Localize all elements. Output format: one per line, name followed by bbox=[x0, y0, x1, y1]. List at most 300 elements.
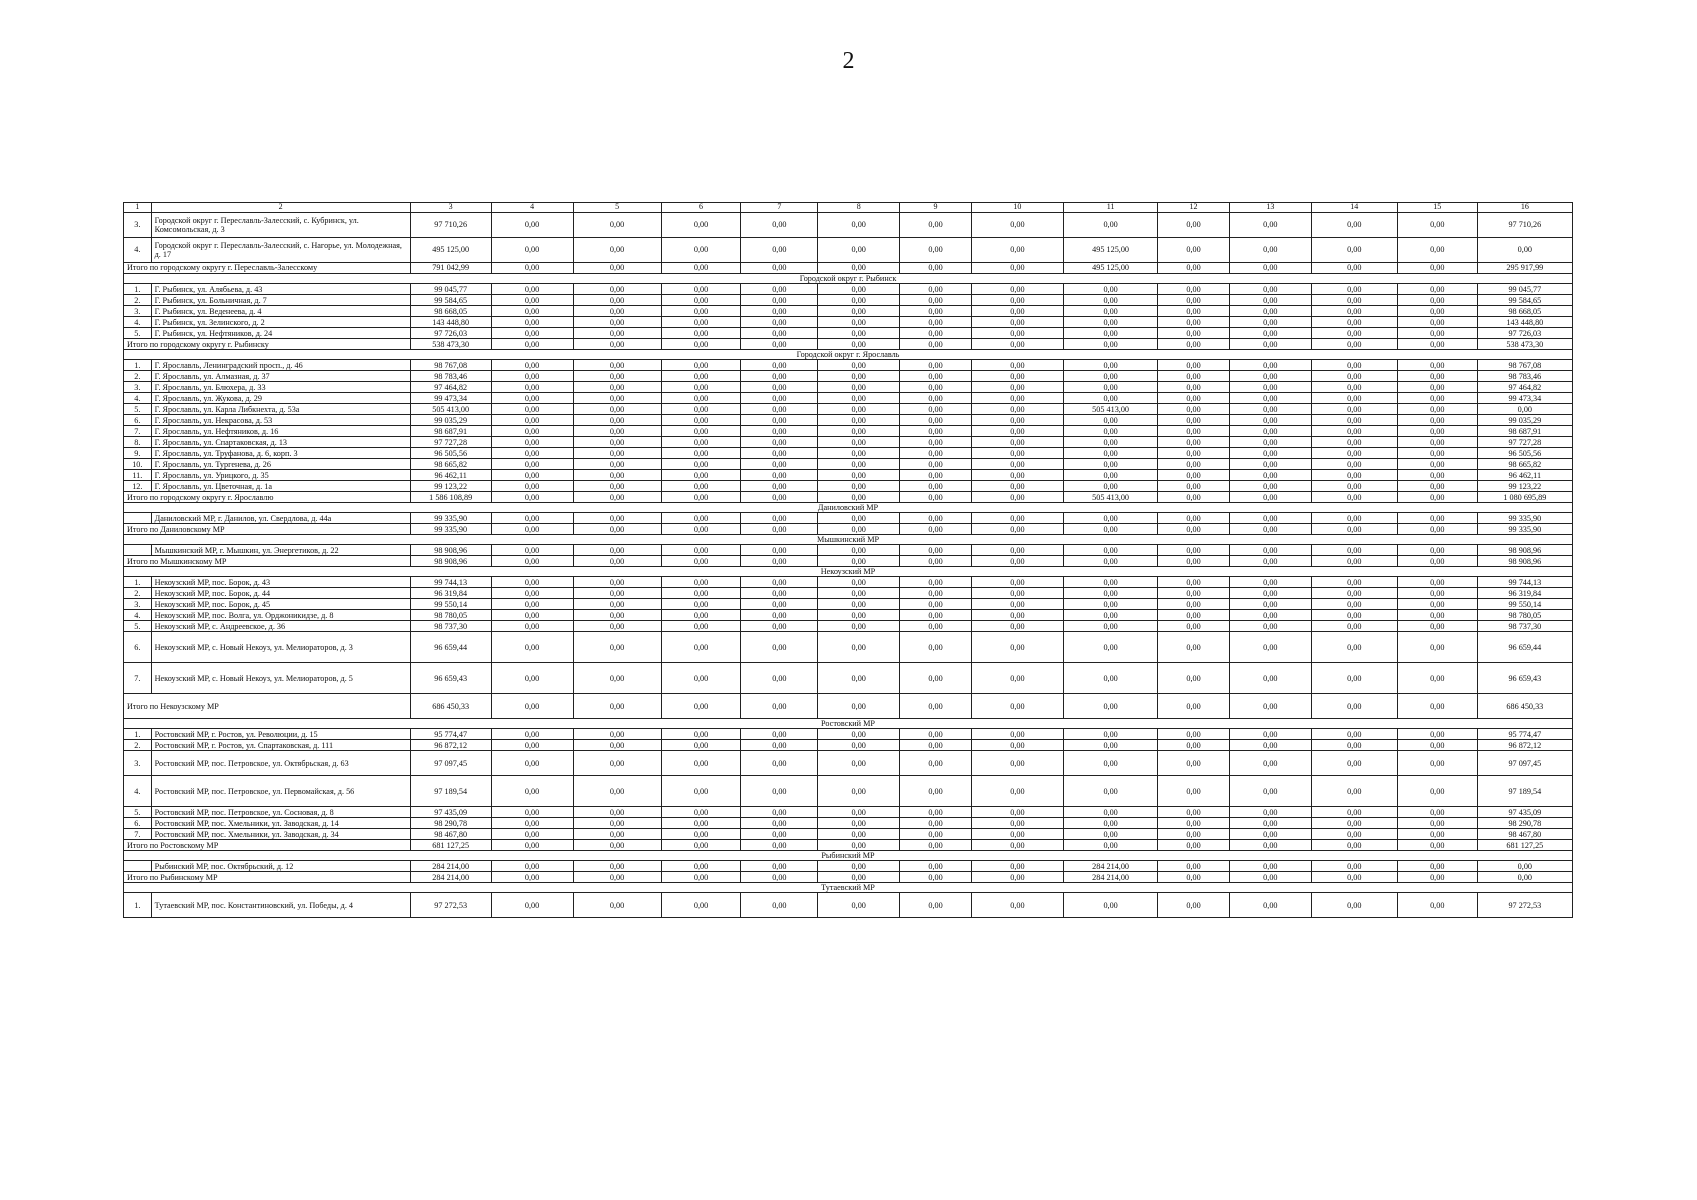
table-row bbox=[124, 360, 1573, 371]
value-cell: 97 710,26 bbox=[1477, 213, 1572, 238]
total-row bbox=[124, 339, 1573, 350]
row-number: 6. bbox=[124, 818, 152, 829]
value-cell: 0,00 bbox=[1311, 263, 1397, 274]
address-cell: Некоузский МР, пос. Борок, д. 44 bbox=[151, 588, 410, 599]
value-cell: 0,00 bbox=[1229, 295, 1311, 306]
value-cell: 0,00 bbox=[741, 284, 818, 295]
address-cell: Г. Ярославль, ул. Цветочная, д. 1а bbox=[151, 481, 410, 492]
value-cell: 0,00 bbox=[491, 840, 573, 851]
column-header: 6 bbox=[661, 203, 741, 213]
value-cell: 0,00 bbox=[971, 382, 1063, 393]
value-cell: 0,00 bbox=[1229, 426, 1311, 437]
value-cell: 0,00 bbox=[741, 492, 818, 503]
value-cell: 0,00 bbox=[818, 588, 900, 599]
total-row bbox=[124, 840, 1573, 851]
value-cell: 0,00 bbox=[1158, 284, 1230, 295]
value-cell: 0,00 bbox=[1064, 694, 1158, 719]
table-row bbox=[124, 545, 1573, 556]
value-cell: 0,00 bbox=[1311, 861, 1397, 872]
value-cell: 0,00 bbox=[661, 861, 741, 872]
value-cell: 295 917,99 bbox=[1477, 263, 1572, 274]
value-cell: 99 045,77 bbox=[410, 284, 491, 295]
column-header: 1 bbox=[124, 203, 152, 213]
value-cell: 0,00 bbox=[1311, 893, 1397, 918]
value-cell: 0,00 bbox=[1064, 459, 1158, 470]
value-cell: 0,00 bbox=[1311, 740, 1397, 751]
value-cell: 0,00 bbox=[741, 740, 818, 751]
row-number: 9. bbox=[124, 448, 152, 459]
value-cell: 0,00 bbox=[1397, 872, 1477, 883]
value-cell: 0,00 bbox=[1064, 663, 1158, 694]
value-cell: 0,00 bbox=[661, 393, 741, 404]
value-cell: 0,00 bbox=[491, 437, 573, 448]
value-cell: 0,00 bbox=[491, 213, 573, 238]
value-cell: 0,00 bbox=[661, 556, 741, 567]
value-cell: 0,00 bbox=[1397, 339, 1477, 350]
value-cell: 0,00 bbox=[818, 437, 900, 448]
value-cell: 0,00 bbox=[1397, 426, 1477, 437]
value-cell: 0,00 bbox=[818, 893, 900, 918]
value-cell: 0,00 bbox=[1311, 840, 1397, 851]
table-row bbox=[124, 404, 1573, 415]
value-cell: 0,00 bbox=[971, 371, 1063, 382]
value-cell: 0,00 bbox=[818, 599, 900, 610]
value-cell: 0,00 bbox=[818, 729, 900, 740]
value-cell: 0,00 bbox=[1158, 448, 1230, 459]
value-cell: 0,00 bbox=[971, 751, 1063, 776]
value-cell: 0,00 bbox=[573, 263, 661, 274]
value-cell: 0,00 bbox=[1397, 751, 1477, 776]
value-cell: 0,00 bbox=[741, 545, 818, 556]
value-cell: 97 710,26 bbox=[410, 213, 491, 238]
value-cell: 99 335,90 bbox=[410, 513, 491, 524]
column-header: 9 bbox=[900, 203, 972, 213]
value-cell: 0,00 bbox=[1229, 317, 1311, 328]
total-label: Итого по Ростовскому МР bbox=[124, 840, 411, 851]
address-cell: Ростовский МР, пос. Петровское, ул. Октябрьская, д. 63 bbox=[151, 751, 410, 776]
column-header: 15 bbox=[1397, 203, 1477, 213]
value-cell: 98 665,82 bbox=[1477, 459, 1572, 470]
address-cell: Г. Рыбинск, ул. Больничная, д. 7 bbox=[151, 295, 410, 306]
value-cell: 0,00 bbox=[573, 492, 661, 503]
value-cell: 0,00 bbox=[900, 545, 972, 556]
table-row bbox=[124, 295, 1573, 306]
address-cell: Г. Ярославль, ул. Урицкого, д. 35 bbox=[151, 470, 410, 481]
address-cell: Г. Ярославль, Ленинградский просп., д. 46 bbox=[151, 360, 410, 371]
value-cell: 0,00 bbox=[1311, 306, 1397, 317]
address-cell: Даниловский МР, г. Данилов, ул. Свердлова, д. 44а bbox=[151, 513, 410, 524]
value-cell: 0,00 bbox=[1158, 588, 1230, 599]
value-cell: 98 737,30 bbox=[1477, 621, 1572, 632]
value-cell: 0,00 bbox=[1229, 577, 1311, 588]
value-cell: 0,00 bbox=[661, 263, 741, 274]
value-cell: 0,00 bbox=[1229, 437, 1311, 448]
column-header: 7 bbox=[741, 203, 818, 213]
value-cell: 0,00 bbox=[1397, 481, 1477, 492]
value-cell: 0,00 bbox=[900, 448, 972, 459]
value-cell: 0,00 bbox=[1064, 729, 1158, 740]
value-cell: 0,00 bbox=[661, 872, 741, 883]
value-cell: 0,00 bbox=[900, 295, 972, 306]
value-cell: 0,00 bbox=[900, 751, 972, 776]
table-row bbox=[124, 317, 1573, 328]
value-cell: 0,00 bbox=[573, 818, 661, 829]
address-cell: Г. Рыбинск, ул. Зелинского, д. 2 bbox=[151, 317, 410, 328]
value-cell: 0,00 bbox=[900, 621, 972, 632]
value-cell: 0,00 bbox=[1158, 632, 1230, 663]
value-cell: 0,00 bbox=[573, 807, 661, 818]
value-cell: 686 450,33 bbox=[1477, 694, 1572, 719]
value-cell: 0,00 bbox=[1064, 470, 1158, 481]
section-title: Городской округ г. Рыбинск bbox=[124, 274, 1573, 284]
value-cell: 0,00 bbox=[971, 694, 1063, 719]
value-cell: 284 214,00 bbox=[410, 872, 491, 883]
value-cell: 0,00 bbox=[818, 295, 900, 306]
value-cell: 0,00 bbox=[1158, 776, 1230, 807]
value-cell: 0,00 bbox=[1158, 306, 1230, 317]
value-cell: 0,00 bbox=[741, 610, 818, 621]
value-cell: 0,00 bbox=[900, 524, 972, 535]
value-cell: 99 584,65 bbox=[1477, 295, 1572, 306]
value-cell: 99 550,14 bbox=[410, 599, 491, 610]
value-cell: 505 413,00 bbox=[410, 404, 491, 415]
value-cell: 0,00 bbox=[1397, 588, 1477, 599]
value-cell: 0,00 bbox=[491, 556, 573, 567]
value-cell: 0,00 bbox=[1158, 437, 1230, 448]
value-cell: 96 319,84 bbox=[1477, 588, 1572, 599]
value-cell: 0,00 bbox=[971, 415, 1063, 426]
value-cell: 99 335,90 bbox=[1477, 513, 1572, 524]
value-cell: 0,00 bbox=[1229, 893, 1311, 918]
value-cell: 0,00 bbox=[1397, 382, 1477, 393]
value-cell: 0,00 bbox=[491, 382, 573, 393]
address-cell: Ростовский МР, пос. Петровское, ул. Сосновая, д. 8 bbox=[151, 807, 410, 818]
value-cell: 0,00 bbox=[661, 893, 741, 918]
value-cell: 0,00 bbox=[491, 663, 573, 694]
value-cell: 0,00 bbox=[573, 776, 661, 807]
value-cell: 0,00 bbox=[971, 663, 1063, 694]
value-cell: 0,00 bbox=[818, 776, 900, 807]
value-cell: 0,00 bbox=[491, 360, 573, 371]
value-cell: 98 908,96 bbox=[410, 556, 491, 567]
value-cell: 0,00 bbox=[1397, 459, 1477, 470]
value-cell: 0,00 bbox=[900, 481, 972, 492]
value-cell: 0,00 bbox=[1397, 393, 1477, 404]
value-cell: 0,00 bbox=[1311, 545, 1397, 556]
value-cell: 0,00 bbox=[1064, 339, 1158, 350]
value-cell: 0,00 bbox=[661, 599, 741, 610]
value-cell: 0,00 bbox=[741, 437, 818, 448]
value-cell: 0,00 bbox=[1158, 459, 1230, 470]
table-row bbox=[124, 740, 1573, 751]
row-number: 3. bbox=[124, 382, 152, 393]
value-cell: 0,00 bbox=[491, 545, 573, 556]
value-cell: 0,00 bbox=[573, 829, 661, 840]
value-cell: 0,00 bbox=[661, 577, 741, 588]
value-cell: 0,00 bbox=[1064, 588, 1158, 599]
row-number: 6. bbox=[124, 632, 152, 663]
value-cell: 0,00 bbox=[1064, 524, 1158, 535]
value-cell: 99 035,29 bbox=[1477, 415, 1572, 426]
value-cell: 0,00 bbox=[900, 893, 972, 918]
value-cell: 0,00 bbox=[491, 328, 573, 339]
value-cell: 0,00 bbox=[1397, 621, 1477, 632]
value-cell: 0,00 bbox=[573, 371, 661, 382]
section-title: Даниловский МР bbox=[124, 503, 1573, 513]
value-cell: 0,00 bbox=[491, 263, 573, 274]
value-cell: 99 335,90 bbox=[1477, 524, 1572, 535]
table-body bbox=[124, 203, 1573, 918]
value-cell: 0,00 bbox=[818, 663, 900, 694]
value-cell: 0,00 bbox=[661, 729, 741, 740]
value-cell: 0,00 bbox=[1397, 415, 1477, 426]
section-header-row bbox=[124, 851, 1573, 861]
value-cell: 0,00 bbox=[573, 339, 661, 350]
table-row bbox=[124, 776, 1573, 807]
value-cell: 0,00 bbox=[661, 840, 741, 851]
table-row bbox=[124, 213, 1573, 238]
value-cell: 0,00 bbox=[1064, 437, 1158, 448]
value-cell: 0,00 bbox=[971, 524, 1063, 535]
value-cell: 0,00 bbox=[573, 740, 661, 751]
value-cell: 0,00 bbox=[1311, 610, 1397, 621]
value-cell: 0,00 bbox=[573, 840, 661, 851]
value-cell: 0,00 bbox=[1064, 360, 1158, 371]
value-cell: 0,00 bbox=[661, 284, 741, 295]
value-cell: 0,00 bbox=[741, 893, 818, 918]
value-cell: 98 780,05 bbox=[1477, 610, 1572, 621]
address-cell: Ростовский МР, пос. Петровское, ул. Первомайская, д. 56 bbox=[151, 776, 410, 807]
value-cell: 0,00 bbox=[818, 238, 900, 263]
value-cell: 96 659,43 bbox=[1477, 663, 1572, 694]
value-cell: 0,00 bbox=[661, 328, 741, 339]
value-cell: 0,00 bbox=[1229, 872, 1311, 883]
value-cell: 97 189,54 bbox=[1477, 776, 1572, 807]
value-cell: 0,00 bbox=[573, 459, 661, 470]
value-cell: 0,00 bbox=[1064, 213, 1158, 238]
value-cell: 0,00 bbox=[491, 610, 573, 621]
address-cell: Г. Ярославль, ул. Труфанова, д. 6, корп. 3 bbox=[151, 448, 410, 459]
value-cell: 99 473,34 bbox=[1477, 393, 1572, 404]
value-cell: 0,00 bbox=[1397, 524, 1477, 535]
value-cell: 98 665,82 bbox=[410, 459, 491, 470]
value-cell: 0,00 bbox=[1311, 382, 1397, 393]
value-cell: 97 464,82 bbox=[410, 382, 491, 393]
value-cell: 0,00 bbox=[1229, 404, 1311, 415]
row-number: 3. bbox=[124, 306, 152, 317]
table-row bbox=[124, 481, 1573, 492]
value-cell: 0,00 bbox=[1311, 426, 1397, 437]
value-cell: 96 872,12 bbox=[1477, 740, 1572, 751]
value-cell: 0,00 bbox=[818, 861, 900, 872]
value-cell: 0,00 bbox=[1064, 382, 1158, 393]
value-cell: 0,00 bbox=[741, 751, 818, 776]
value-cell: 0,00 bbox=[661, 213, 741, 238]
value-cell: 0,00 bbox=[573, 295, 661, 306]
value-cell: 0,00 bbox=[573, 556, 661, 567]
value-cell: 0,00 bbox=[741, 306, 818, 317]
value-cell: 0,00 bbox=[573, 328, 661, 339]
row-number: 4. bbox=[124, 776, 152, 807]
value-cell: 0,00 bbox=[1397, 729, 1477, 740]
value-cell: 97 435,09 bbox=[410, 807, 491, 818]
value-cell: 0,00 bbox=[900, 694, 972, 719]
value-cell: 0,00 bbox=[818, 807, 900, 818]
value-cell: 0,00 bbox=[1311, 404, 1397, 415]
total-label: Итого по Даниловскому МР bbox=[124, 524, 411, 535]
value-cell: 0,00 bbox=[971, 284, 1063, 295]
value-cell: 0,00 bbox=[1158, 610, 1230, 621]
value-cell: 0,00 bbox=[661, 470, 741, 481]
value-cell: 0,00 bbox=[1311, 437, 1397, 448]
total-row bbox=[124, 872, 1573, 883]
value-cell: 0,00 bbox=[971, 339, 1063, 350]
value-cell: 0,00 bbox=[1311, 213, 1397, 238]
value-cell: 0,00 bbox=[741, 621, 818, 632]
value-cell: 0,00 bbox=[1311, 621, 1397, 632]
value-cell: 0,00 bbox=[1158, 545, 1230, 556]
value-cell: 0,00 bbox=[573, 306, 661, 317]
value-cell: 0,00 bbox=[900, 238, 972, 263]
value-cell: 95 774,47 bbox=[410, 729, 491, 740]
value-cell: 0,00 bbox=[741, 513, 818, 524]
section-title: Рыбинский МР bbox=[124, 851, 1573, 861]
value-cell: 0,00 bbox=[1397, 610, 1477, 621]
address-cell: Ростовский МР, г. Ростов, ул. Революции, д. 15 bbox=[151, 729, 410, 740]
value-cell: 0,00 bbox=[971, 426, 1063, 437]
value-cell: 0,00 bbox=[1311, 599, 1397, 610]
value-cell: 0,00 bbox=[491, 339, 573, 350]
value-cell: 0,00 bbox=[1311, 393, 1397, 404]
value-cell: 0,00 bbox=[491, 404, 573, 415]
value-cell: 0,00 bbox=[1158, 807, 1230, 818]
value-cell: 0,00 bbox=[661, 481, 741, 492]
value-cell: 0,00 bbox=[1397, 492, 1477, 503]
value-cell: 0,00 bbox=[1158, 492, 1230, 503]
value-cell: 0,00 bbox=[1064, 751, 1158, 776]
value-cell: 0,00 bbox=[971, 610, 1063, 621]
value-cell: 0,00 bbox=[818, 829, 900, 840]
value-cell: 0,00 bbox=[971, 829, 1063, 840]
value-cell: 0,00 bbox=[491, 893, 573, 918]
value-cell: 0,00 bbox=[1397, 238, 1477, 263]
value-cell: 0,00 bbox=[971, 599, 1063, 610]
row-number: 2. bbox=[124, 740, 152, 751]
value-cell: 99 550,14 bbox=[1477, 599, 1572, 610]
value-cell: 0,00 bbox=[661, 513, 741, 524]
value-cell: 98 290,78 bbox=[1477, 818, 1572, 829]
value-cell: 0,00 bbox=[491, 588, 573, 599]
value-cell: 0,00 bbox=[661, 632, 741, 663]
value-cell: 0,00 bbox=[900, 872, 972, 883]
value-cell: 0,00 bbox=[1397, 663, 1477, 694]
section-header-row bbox=[124, 274, 1573, 284]
value-cell: 0,00 bbox=[971, 481, 1063, 492]
value-cell: 0,00 bbox=[1397, 404, 1477, 415]
value-cell: 97 727,28 bbox=[410, 437, 491, 448]
value-cell: 0,00 bbox=[661, 751, 741, 776]
table-row bbox=[124, 829, 1573, 840]
value-cell: 0,00 bbox=[1229, 740, 1311, 751]
value-cell: 0,00 bbox=[1229, 524, 1311, 535]
value-cell: 0,00 bbox=[1311, 663, 1397, 694]
section-title: Мышкинский МР bbox=[124, 535, 1573, 545]
value-cell: 0,00 bbox=[818, 513, 900, 524]
value-cell: 0,00 bbox=[1229, 610, 1311, 621]
value-cell: 0,00 bbox=[1064, 545, 1158, 556]
value-cell: 0,00 bbox=[573, 470, 661, 481]
column-header: 5 bbox=[573, 203, 661, 213]
table-row bbox=[124, 818, 1573, 829]
value-cell: 98 668,05 bbox=[1477, 306, 1572, 317]
value-cell: 0,00 bbox=[900, 459, 972, 470]
value-cell: 0,00 bbox=[491, 284, 573, 295]
value-cell: 0,00 bbox=[661, 437, 741, 448]
value-cell: 0,00 bbox=[1229, 861, 1311, 872]
value-cell: 0,00 bbox=[1229, 751, 1311, 776]
value-cell: 0,00 bbox=[573, 632, 661, 663]
total-label: Итого по городскому округу г. Переславль-Залесскому bbox=[124, 263, 411, 274]
value-cell: 0,00 bbox=[491, 861, 573, 872]
row-number: 2. bbox=[124, 295, 152, 306]
value-cell: 99 123,22 bbox=[410, 481, 491, 492]
value-cell: 0,00 bbox=[1311, 295, 1397, 306]
address-cell: Некоузский МР, с. Новый Некоуз, ул. Мелиораторов, д. 5 bbox=[151, 663, 410, 694]
value-cell: 0,00 bbox=[1064, 818, 1158, 829]
value-cell: 284 214,00 bbox=[410, 861, 491, 872]
value-cell: 0,00 bbox=[1397, 284, 1477, 295]
value-cell: 0,00 bbox=[491, 599, 573, 610]
value-cell: 99 035,29 bbox=[410, 415, 491, 426]
value-cell: 0,00 bbox=[573, 893, 661, 918]
value-cell: 0,00 bbox=[1229, 382, 1311, 393]
column-header: 2 bbox=[151, 203, 410, 213]
value-cell: 0,00 bbox=[900, 588, 972, 599]
value-cell: 0,00 bbox=[491, 632, 573, 663]
value-cell: 0,00 bbox=[1311, 818, 1397, 829]
total-row bbox=[124, 694, 1573, 719]
value-cell: 0,00 bbox=[1397, 295, 1477, 306]
row-number: 3. bbox=[124, 213, 152, 238]
value-cell: 0,00 bbox=[900, 492, 972, 503]
value-cell: 791 042,99 bbox=[410, 263, 491, 274]
value-cell: 0,00 bbox=[1158, 861, 1230, 872]
value-cell: 0,00 bbox=[1229, 663, 1311, 694]
value-cell: 0,00 bbox=[971, 238, 1063, 263]
value-cell: 0,00 bbox=[818, 284, 900, 295]
value-cell: 0,00 bbox=[1229, 545, 1311, 556]
value-cell: 143 448,80 bbox=[1477, 317, 1572, 328]
value-cell: 0,00 bbox=[1064, 306, 1158, 317]
value-cell: 0,00 bbox=[1397, 263, 1477, 274]
value-cell: 0,00 bbox=[573, 426, 661, 437]
value-cell: 0,00 bbox=[971, 840, 1063, 851]
value-cell: 0,00 bbox=[1229, 776, 1311, 807]
value-cell: 681 127,25 bbox=[410, 840, 491, 851]
address-cell: Г. Рыбинск, ул. Веденеева, д. 4 bbox=[151, 306, 410, 317]
value-cell: 0,00 bbox=[1311, 729, 1397, 740]
value-cell: 0,00 bbox=[900, 339, 972, 350]
value-cell: 0,00 bbox=[1158, 295, 1230, 306]
value-cell: 143 448,80 bbox=[410, 317, 491, 328]
value-cell: 0,00 bbox=[900, 556, 972, 567]
value-cell: 0,00 bbox=[971, 621, 1063, 632]
value-cell: 0,00 bbox=[1229, 360, 1311, 371]
value-cell: 0,00 bbox=[573, 448, 661, 459]
value-cell: 0,00 bbox=[1229, 415, 1311, 426]
total-row bbox=[124, 524, 1573, 535]
value-cell: 0,00 bbox=[661, 295, 741, 306]
